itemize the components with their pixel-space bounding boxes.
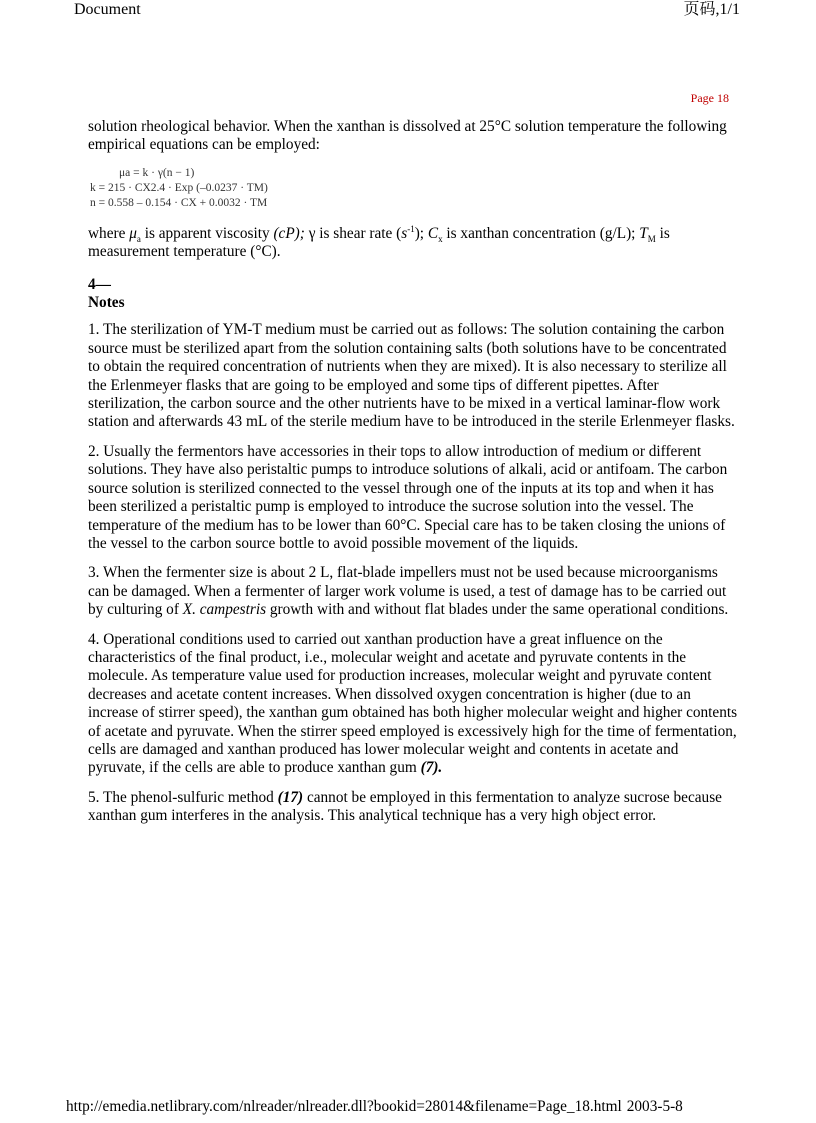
section-number: 4—: [88, 275, 111, 293]
footer-date: 2003-5-8: [626, 1098, 683, 1115]
equation-2: k = 215 · CX2.4 · Exp (–0.0237 · TM): [90, 181, 268, 194]
equation-1: μa = k · γ(n − 1): [119, 166, 195, 179]
footer-url: http://emedia.netlibrary.com/nlreader/nlreader.dll?bookid=28014&filename=Page_18.html: [66, 1098, 622, 1115]
equations-block: [88, 166, 738, 211]
citation-17: (17): [277, 788, 304, 806]
intro-paragraph: solution rheological behavior. When the xanthan is dissolved at 25°C solution temperature the following empirical equations can be employed:: [88, 118, 727, 154]
page-counter: 页码,1/1: [683, 1, 740, 18]
note-4: 4. Operational conditions used to carried out xanthan production have a great influence on the characteristics of the final product, i.e., molecular weight and acetate and pyruvate contents in the molecule. As temperature value used for production increases, molecular weight and pyruvate content decreases and acetate content increases. When dissolved oxygen concentration is higher (due to an increase of stirrer speed), the xanthan gum obtained has both higher molecular weight and higher contents of acetate and pyruvate. When the stirrer speed employed is excessively high for the time of fermentation, cells are damaged and xanthan produced has lower molecular weight and contents in acetate and pyruvate, if the cells are able to produce xanthan gum (7).: [88, 630, 738, 777]
variables-paragraph: where $\mu_a$ is apparent viscosity (cP); γ is shear rate $(s^{-1})$; $C_x$ is xanthan concentration (g/L); $T_M$ is measurement temperature (°C).: [88, 223, 670, 261]
page-body: [88, 118, 738, 837]
document-title: Document: [74, 1, 141, 18]
note-1: 1. The sterilization of YM-T medium must be carried out as follows: The solution containing the carbon source must be sterilized apart from the solution containing salts (both solutions have to be concentrated to obtain the required concentration of nutrients when they are mixed). It is also necessary to sterilize all the Erlenmeyer flasks that are going to be employed and some tips of different pipettes. After sterilization, the carbon source and the other nutrients have to be mixed in a vertical laminar-flow work station and afterwards 43 mL of the sterile medium have to be introduced in the sterile Erlenmeyer flasks.: [88, 321, 735, 431]
section-heading: [88, 276, 738, 313]
section-title: Notes: [88, 294, 125, 312]
note-3: 3. When the fermenter size is about 2 L, flat-blade impellers must not be used because microorganisms can be damaged. When a fermenter of larger work volume is used, a test of damage has to be carried out by culturing of X. campestris growth with and without flat blades under the same operational conditions.: [88, 564, 729, 619]
equation-3: n = 0.558 – 0.154 · CX + 0.0032 · TM: [90, 196, 268, 209]
note-5: 5. The phenol-sulfuric method (17) cannot be employed in this fermentation to analyze sucrose because xanthan gum interferes in the analysis. This analytical technique has a very high object error.: [88, 788, 722, 825]
note-2: 2. Usually the fermentors have accessories in their tops to allow introduction of medium or different solutions. They have also peristaltic pumps to introduce solutions of alkali, acid or antifoam. The carbon source solution is sterilized connected to the vessel through one of the inputs at its top and when it has been sterilized a peristaltic pump is employed to introduce the sucrose solution into the vessel. The temperature of the medium has to be lower than 60°C. Special care has to be taken closing the unions of the vessel to the carbon source bottle to avoid possible movement of the liquids.: [88, 442, 728, 552]
page-number: Page 18: [690, 91, 729, 105]
citation-7: (7).: [420, 759, 443, 777]
footer: [66, 1098, 683, 1116]
